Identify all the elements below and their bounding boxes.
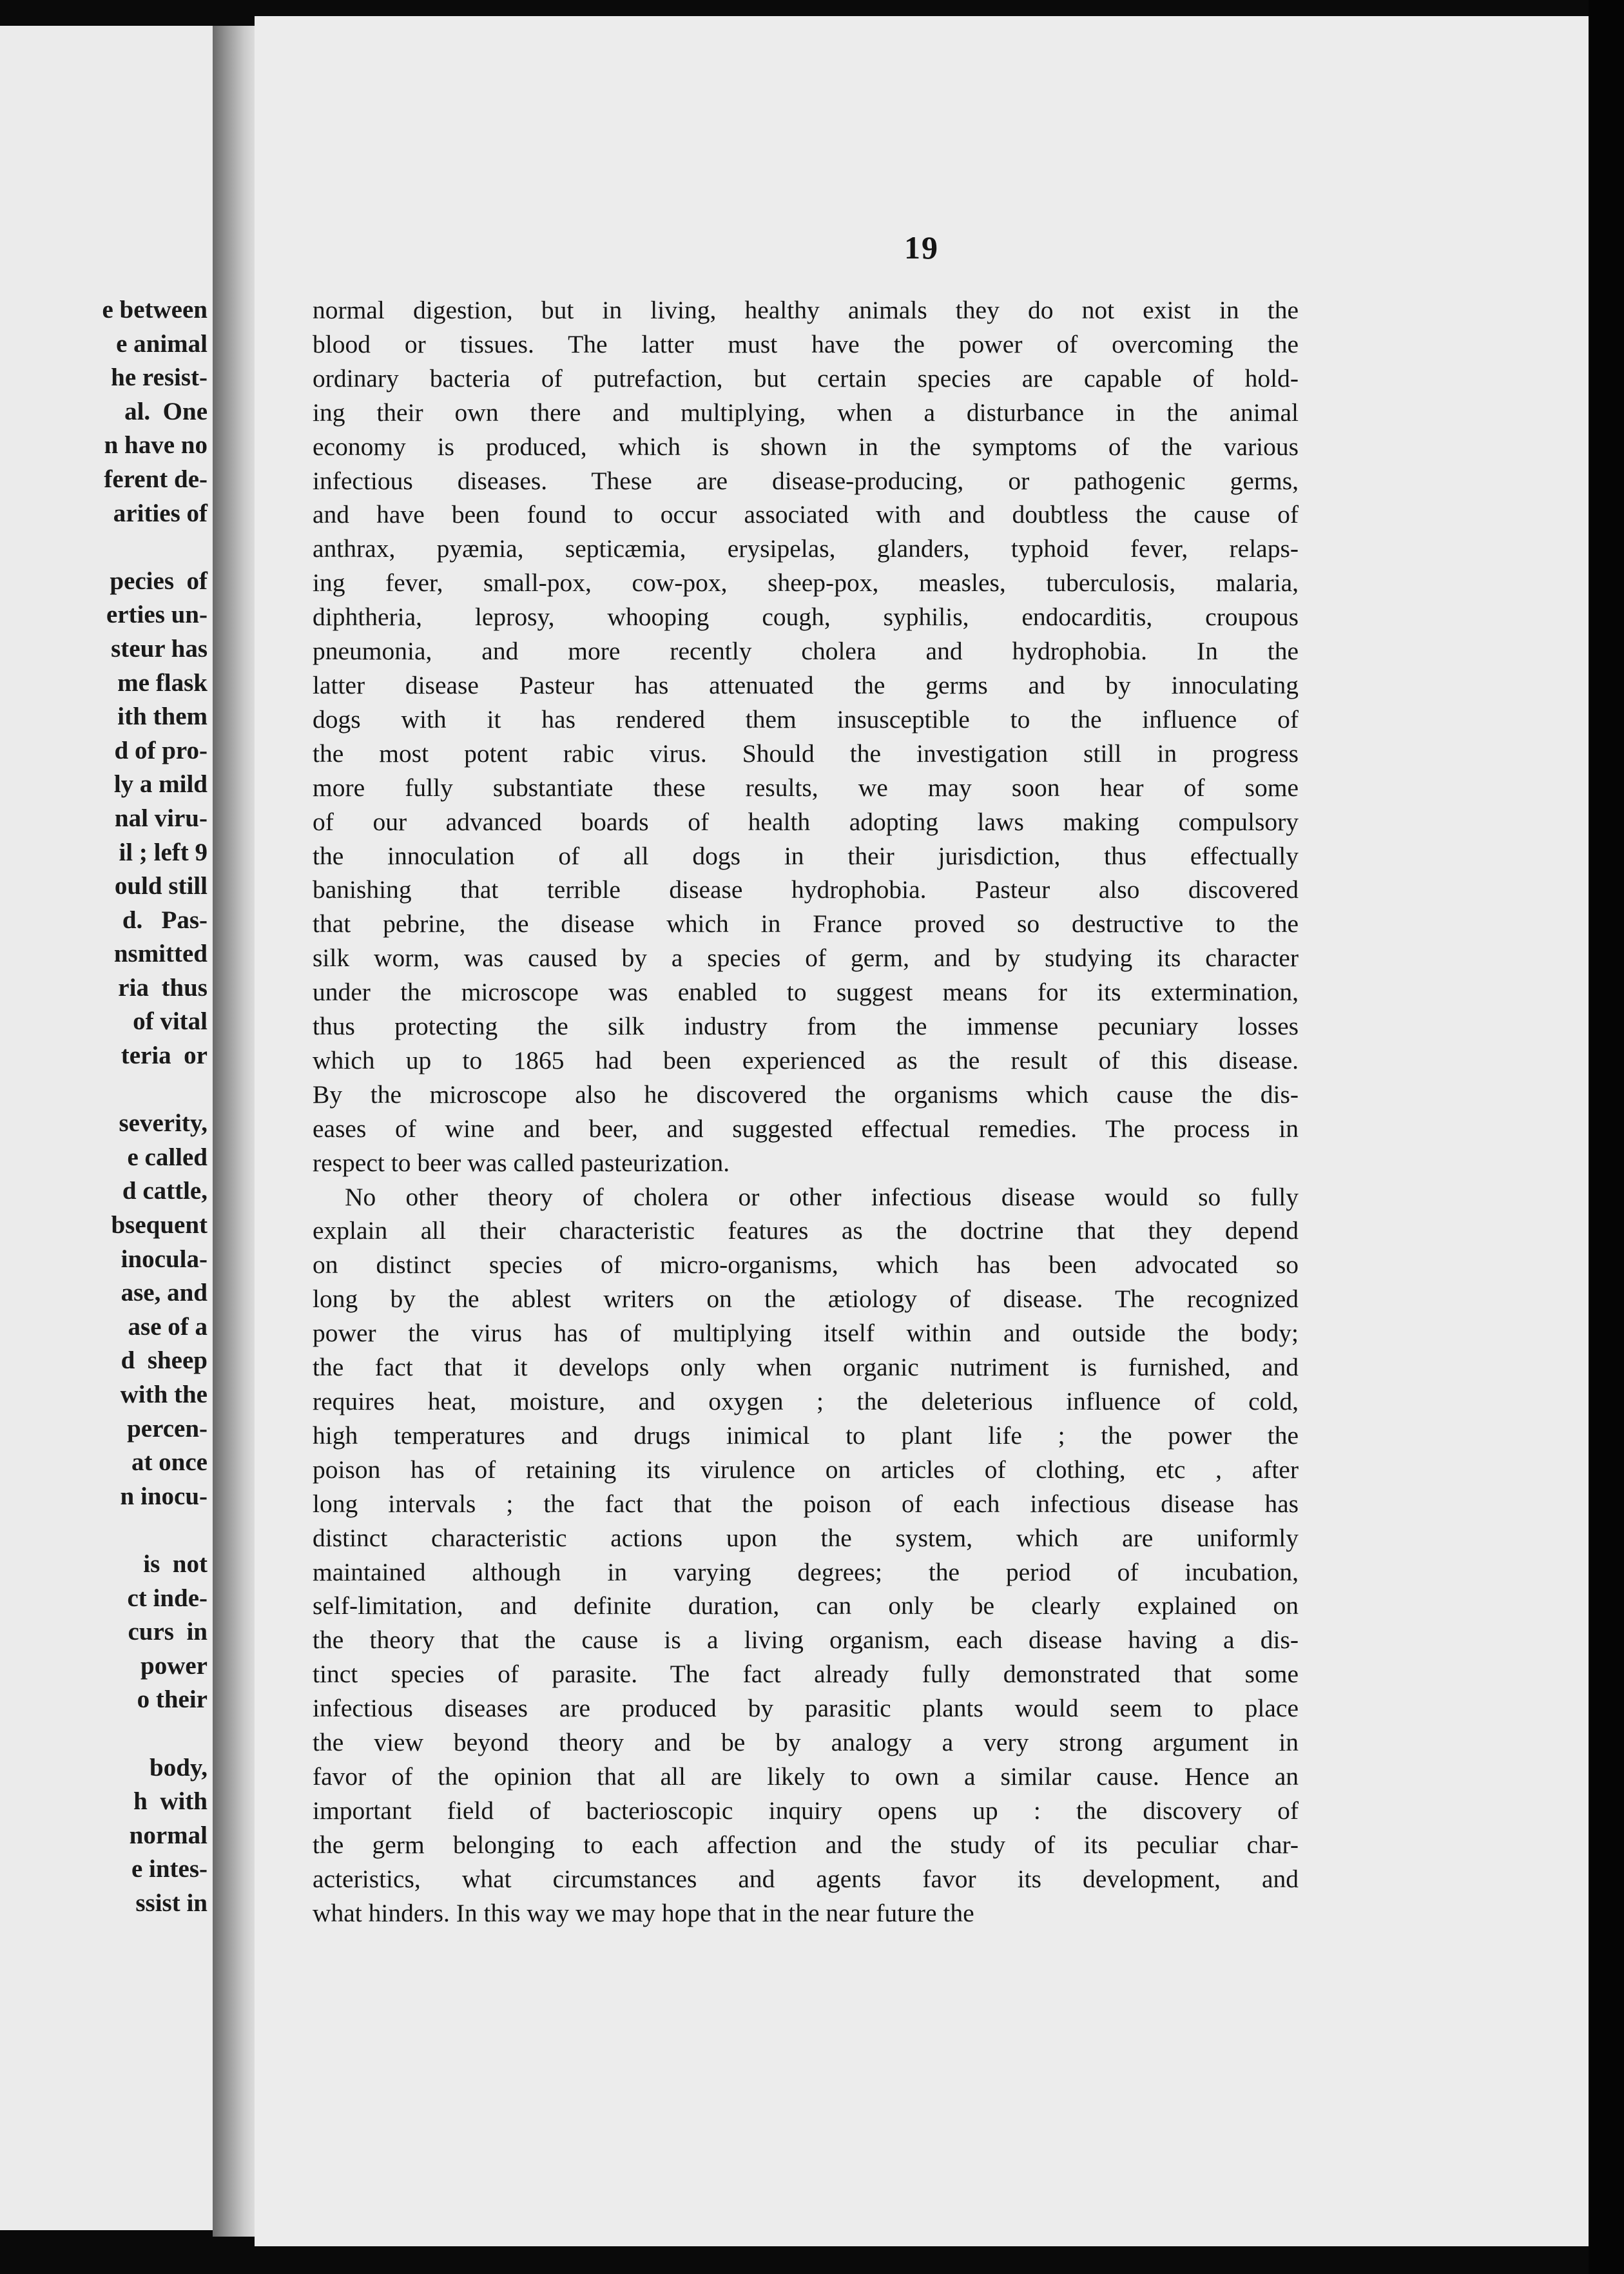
text-line: explain all their characteristic features as the doctrine that they depend [313,1216,1299,1245]
facing-page-line: ct inde- [127,1584,208,1612]
text-line: on distinct species of micro-organisms, which has been advocated so [313,1250,1299,1279]
facing-page-line: steur has [111,634,208,663]
text-line: banishing that terrible disease hydrophobia. Pasteur also discovered [313,875,1299,904]
text-line: which up to 1865 had been experienced as the result of this disease. [313,1045,1299,1074]
page [255,16,1589,2246]
facing-page-line: e between [102,296,208,324]
text-line: power the virus has of multiplying itself within and outside the body; [313,1319,1299,1348]
text-line: respect to beer was called pasteurization. [313,1148,730,1177]
facing-page-line: ssist in [135,1889,208,1917]
text-line: anthrax, pyæmia, septicæmia, erysipelas, glanders, typhoid fever, relaps- [313,534,1299,563]
facing-page-line: al. One [124,397,208,425]
facing-page-text [1,293,208,1921]
text-line: that pebrine, the disease which in France proved so destructive to the [313,909,1299,938]
text-line: maintained although in varying degrees; the period of incubation, [313,1557,1299,1586]
text-line: No other theory of cholera or other infectious disease would so fully [345,1182,1299,1211]
text-line: the innoculation of all dogs in their jurisdiction, thus effectually [313,841,1299,870]
paragraph [313,1180,1299,1930]
facing-page-line: body, [150,1753,208,1782]
facing-page-line: is not [143,1550,208,1578]
facing-page-line: d. Pas- [122,906,208,934]
facing-page-line: d of pro- [114,736,208,764]
facing-page-line: ferent de- [104,465,208,493]
facing-page-line: at once [131,1448,208,1477]
text-line: distinct characteristic actions upon the system, which are uniformly [313,1523,1299,1552]
facing-page-line: n have no [104,431,208,460]
text-line: infectious diseases are produced by parasitic plants would seem to place [313,1694,1299,1723]
text-line: pneumonia, and more recently cholera and hydrophobia. In the [313,637,1299,666]
facing-page-line: percen- [127,1414,208,1443]
text-line: the germ belonging to each affection and the study of its peculiar char- [313,1830,1299,1859]
facing-page-line: ould still [114,872,208,900]
facing-page-line [1,1717,208,1751]
facing-page-line: ase, and [121,1279,208,1307]
text-line: high temperatures and drugs inimical to plant life ; the power the [313,1421,1299,1450]
text-line: the view beyond theory and be by analogy a very strong argument in [313,1728,1299,1757]
facing-page-line: d cattle, [122,1177,208,1205]
text-line: latter disease Pasteur has attenuated the germs and by innoculating [313,670,1299,699]
text-line: normal digestion, but in living, healthy animals they do not exist in the [313,296,1299,324]
text-line: of our advanced boards of health adopting laws making compulsory [313,807,1299,836]
facing-page-line: ly a mild [113,770,208,799]
text-line: and have been found to occur associated with and doubtless the cause of [313,500,1299,529]
text-line: the theory that the cause is a living organism, each disease having a dis- [313,1626,1299,1655]
facing-page-line: he resist- [111,364,208,392]
facing-page-line [1,1513,208,1548]
facing-page-line: e intes- [131,1855,208,1883]
text-line: the fact that it develops only when organic nutriment is furnished, and [313,1353,1299,1382]
facing-page-line: arities of [113,499,208,527]
facing-page-line: nal viru- [114,804,208,832]
text-line: self-limitation, and definite duration, can only be clearly explained on [313,1591,1299,1620]
text-line: diphtheria, leprosy, whooping cough, syphilis, endocarditis, croupous [313,603,1299,632]
facing-page-fragment [0,26,213,2230]
text-line: dogs with it has rendered them insusceptible to the influence of [313,705,1299,734]
facing-page-line: erties un- [106,601,208,629]
text-line: poison has of retaining its virulence on articles of clothing, etc , after [313,1455,1299,1484]
text-line: blood or tissues. The latter must have the power of overcoming the [313,329,1299,358]
facing-page-line: ria thus [118,973,208,1002]
text-line: ing their own there and multiplying, when a disturbance in the animal [313,398,1299,427]
paragraph [313,293,1299,1180]
facing-page-line: curs in [128,1618,208,1646]
text-line: ordinary bacteria of putrefaction, but certain species are capable of hold- [313,364,1299,393]
facing-page-line: ith them [117,703,208,731]
text-line: thus protecting the silk industry from the immense pecuniary losses [313,1012,1299,1041]
facing-page-line: o their [137,1686,208,1714]
book-gutter [213,26,258,2237]
text-line: favor of the opinion that all are likely to own a similar cause. Hence an [313,1762,1299,1791]
facing-page-line: power [140,1651,208,1680]
scan-border [1589,0,1624,2274]
text-line: eases of wine and beer, and suggested effectual remedies. The process in [313,1114,1299,1143]
facing-page-line: il ; left 9 [119,838,208,866]
text-line: infectious diseases. These are disease-producing, or pathogenic germs, [313,466,1299,495]
text-line: more fully substantiate these results, we may soon hear of some [313,773,1299,802]
text-line: under the microscope was enabled to suggest means for its extermination, [313,978,1299,1007]
facing-page-line: teria or [121,1042,208,1070]
facing-page-line [1,1073,208,1107]
text-line: ing fever, small-pox, cow-pox, sheep-pox, measles, tuberculosis, malaria, [313,568,1299,598]
facing-page-line: with the [120,1381,208,1408]
facing-page-line: bsequent [111,1211,208,1239]
text-line: economy is produced, which is shown in the symptoms of the various [313,432,1299,461]
page-body [313,293,1299,1930]
text-line: silk worm, was caused by a species of germ, and by studying its character [313,944,1299,973]
facing-page-line: nsmitted [113,940,208,968]
text-line: requires heat, moisture, and oxygen ; the deleterious influence of cold, [313,1387,1299,1415]
text-line: long by the ablest writers on the ætiology of disease. The recognized [313,1285,1299,1314]
facing-page-line: h with [133,1787,208,1816]
facing-page-line: of vital [133,1007,208,1036]
facing-page-line: e called [127,1143,208,1171]
facing-page-line: me flask [117,668,208,697]
text-line: acteristics, what circumstances and agents favor its development, and [313,1864,1299,1893]
facing-page-line: e animal [116,329,208,358]
facing-page-line: ase of a [128,1312,208,1341]
facing-page-line: n inocu- [120,1482,208,1510]
text-line: tinct species of parasite. The fact already fully demonstrated that some [313,1660,1299,1689]
facing-page-line: inocula- [121,1245,208,1273]
text-line: what hinders. In this way we may hope that in the near future the [313,1898,974,1927]
facing-page-line: d sheep [121,1346,208,1375]
facing-page-line: pecies of [110,567,208,595]
text-line: By the microscope also he discovered the organisms which cause the dis- [313,1080,1299,1109]
text-line: the most potent rabic virus. Should the investigation still in progress [313,739,1299,768]
text-line: long intervals ; the fact that the poison of each infectious disease has [313,1489,1299,1518]
facing-page-line: normal [129,1821,208,1849]
facing-page-line: severity, [119,1109,208,1138]
text-line: important field of bacterioscopic inquiry opens up : the discovery of [313,1796,1299,1825]
page-number: 19 [904,229,939,266]
facing-page-line [1,530,208,565]
